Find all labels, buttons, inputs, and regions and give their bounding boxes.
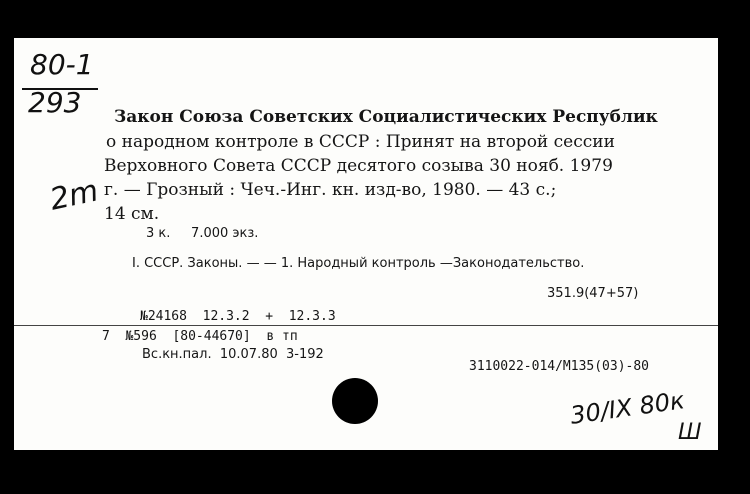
- book-chamber-line: Вс.кн.пал. 10.07.80 3-192: [142, 347, 324, 362]
- catalog-card: [14, 38, 718, 450]
- price-and-print-run: 3 к. 7.000 экз.: [146, 226, 259, 241]
- title-line-3: Верховного Совета СССР десятого созыва 30 нояб. 1979: [104, 156, 613, 176]
- handwritten-call-number-top: 80-1: [30, 48, 94, 81]
- ink-blot: [332, 378, 378, 424]
- handwritten-margin-note: 2m: [46, 173, 102, 218]
- classification-index: 351.9(47+57): [547, 286, 639, 301]
- record-number: №24168 12.3.2 + 12.3.3: [140, 309, 336, 324]
- title-line-1: Закон Союза Советских Социалистических Республик: [114, 107, 658, 127]
- title-line-5: 14 см.: [104, 204, 160, 224]
- card-divider: [14, 325, 718, 326]
- handwritten-call-number-bottom: 293: [28, 86, 82, 119]
- handwritten-corner-mark: Ш: [678, 420, 702, 445]
- publication-code: 3110022-014/М135(03)-80: [469, 359, 650, 374]
- handwritten-date-note: 30/IX 80к: [568, 386, 687, 430]
- title-line-4: г. — Грозный : Чеч.-Инг. кн. изд-во, 1980. — 43 с.;: [104, 180, 557, 200]
- order-line: 7 №596 [80-44670] в тп: [102, 329, 298, 344]
- subject-headings: I. СССР. Законы. — — 1. Народный контроль —Законодательство.: [132, 256, 585, 271]
- title-line-2: о народном контроле в СССР : Принят на второй сессии: [106, 132, 615, 152]
